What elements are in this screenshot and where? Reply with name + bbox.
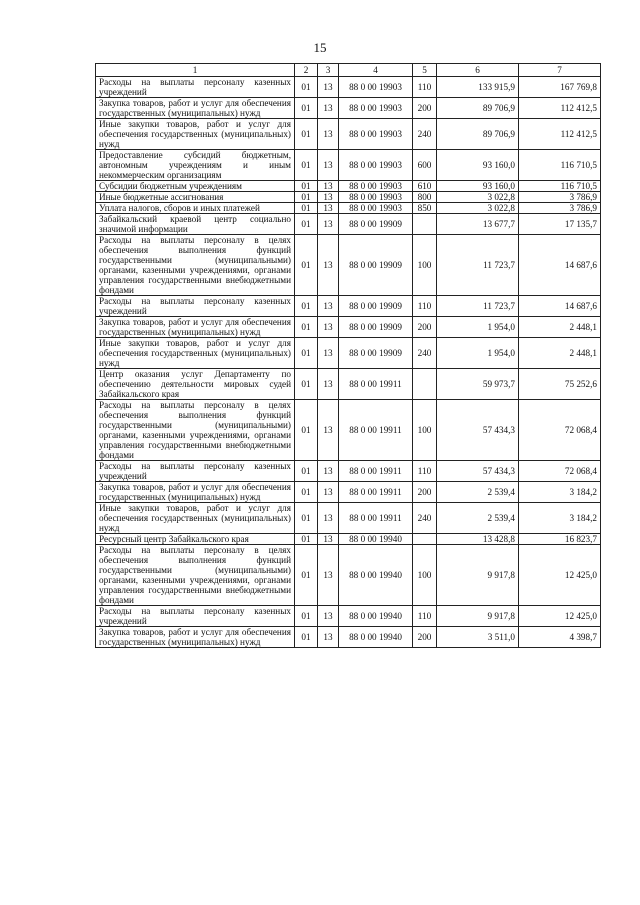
item-name: Расходы на выплаты персоналу в целях обеспечения выполнения функций государственными (муниципальными) органами, казенными учреждениями, органами управления государственными внебюджетными фондами <box>96 235 295 296</box>
target-article-code: 88 0 00 19911 <box>339 400 413 461</box>
amount-col7: 112 412,5 <box>519 98 601 119</box>
target-article-code: 88 0 00 19911 <box>339 482 413 503</box>
table-row <box>96 400 601 461</box>
amount-col6: 89 706,9 <box>437 98 519 119</box>
amount-col7: 16 823,7 <box>519 534 601 545</box>
amount-col6: 9 917,8 <box>437 545 519 606</box>
subsection-code: 13 <box>318 534 339 545</box>
amount-col7: 75 252,6 <box>519 369 601 400</box>
subsection-code: 13 <box>318 98 339 119</box>
item-name: Закупка товаров, работ и услуг для обеспечения государственных (муниципальных) нужд <box>96 482 295 503</box>
section-code: 01 <box>295 203 318 214</box>
table-row <box>96 181 601 192</box>
target-article-code: 88 0 00 19911 <box>339 461 413 482</box>
table-row <box>96 369 601 400</box>
subsection-code: 13 <box>318 461 339 482</box>
page-number: 15 <box>313 40 327 55</box>
expense-type-code: 850 <box>413 203 437 214</box>
target-article-code: 88 0 00 19903 <box>339 192 413 203</box>
expense-type-code: 800 <box>413 192 437 203</box>
table-row <box>96 119 601 150</box>
target-article-code: 88 0 00 19909 <box>339 235 413 296</box>
amount-col6: 13 428,8 <box>437 534 519 545</box>
amount-col6: 11 723,7 <box>437 296 519 317</box>
expense-type-code: 110 <box>413 296 437 317</box>
item-name: Иные закупки товаров, работ и услуг для обеспечения государственных (муниципальных) нужд <box>96 119 295 150</box>
amount-col7: 4 398,7 <box>519 627 601 648</box>
subsection-code: 13 <box>318 503 339 534</box>
amount-col6: 3 022,8 <box>437 192 519 203</box>
item-name: Закупка товаров, работ и услуг для обеспечения государственных (муниципальных) нужд <box>96 627 295 648</box>
item-name: Расходы на выплаты персоналу в целях обеспечения выполнения функций государственными (муниципальными) органами, казенными учреждениями, органами управления государственными внебюджетными фондами <box>96 545 295 606</box>
target-article-code: 88 0 00 19940 <box>339 534 413 545</box>
header-cell: 1 <box>96 64 295 77</box>
subsection-code: 13 <box>318 400 339 461</box>
section-code: 01 <box>295 534 318 545</box>
amount-col6: 93 160,0 <box>437 150 519 181</box>
subsection-code: 13 <box>318 214 339 235</box>
subsection-code: 13 <box>318 338 339 369</box>
table-row <box>96 461 601 482</box>
subsection-code: 13 <box>318 203 339 214</box>
amount-col7: 12 425,0 <box>519 606 601 627</box>
item-name: Расходы на выплаты персоналу казенных учреждений <box>96 296 295 317</box>
section-code: 01 <box>295 296 318 317</box>
amount-col7: 3 184,2 <box>519 482 601 503</box>
subsection-code: 13 <box>318 235 339 296</box>
target-article-code: 88 0 00 19909 <box>339 296 413 317</box>
section-code: 01 <box>295 214 318 235</box>
expense-type-code <box>413 369 437 400</box>
amount-col6: 57 434,3 <box>437 400 519 461</box>
section-code: 01 <box>295 192 318 203</box>
item-name: Уплата налогов, сборов и иных платежей <box>96 203 295 214</box>
table-row <box>96 235 601 296</box>
section-code: 01 <box>295 338 318 369</box>
table-row <box>96 296 601 317</box>
item-name: Иные бюджетные ассигнования <box>96 192 295 203</box>
table-row <box>96 503 601 534</box>
amount-col6: 3 022,8 <box>437 203 519 214</box>
item-name: Забайкальский краевой центр социально значимой информации <box>96 214 295 235</box>
amount-col7: 167 769,8 <box>519 77 601 98</box>
item-name: Закупка товаров, работ и услуг для обеспечения государственных (муниципальных) нужд <box>96 98 295 119</box>
table-row <box>96 77 601 98</box>
target-article-code: 88 0 00 19903 <box>339 203 413 214</box>
expense-type-code <box>413 214 437 235</box>
table-row <box>96 482 601 503</box>
subsection-code: 13 <box>318 627 339 648</box>
table-row <box>96 214 601 235</box>
item-name: Расходы на выплаты персоналу казенных учреждений <box>96 77 295 98</box>
section-code: 01 <box>295 627 318 648</box>
table-row <box>96 545 601 606</box>
amount-col6: 57 434,3 <box>437 461 519 482</box>
item-name: Расходы на выплаты персоналу казенных учреждений <box>96 461 295 482</box>
item-name: Субсидии бюджетным учреждениям <box>96 181 295 192</box>
amount-col7: 2 448,1 <box>519 338 601 369</box>
amount-col7: 3 786,9 <box>519 203 601 214</box>
section-code: 01 <box>295 503 318 534</box>
amount-col7: 116 710,5 <box>519 150 601 181</box>
amount-col7: 2 448,1 <box>519 317 601 338</box>
subsection-code: 13 <box>318 192 339 203</box>
expense-type-code: 100 <box>413 400 437 461</box>
subsection-code: 13 <box>318 545 339 606</box>
subsection-code: 13 <box>318 482 339 503</box>
header-cell: 6 <box>437 64 519 77</box>
expense-type-code: 200 <box>413 98 437 119</box>
section-code: 01 <box>295 482 318 503</box>
subsection-code: 13 <box>318 369 339 400</box>
table-row <box>96 338 601 369</box>
section-code: 01 <box>295 98 318 119</box>
item-name: Предоставление субсидий бюджетным, автономным учреждениям и иным некоммерческим организациям <box>96 150 295 181</box>
header-cell: 2 <box>295 64 318 77</box>
amount-col7: 14 687,6 <box>519 235 601 296</box>
target-article-code: 88 0 00 19909 <box>339 317 413 338</box>
section-code: 01 <box>295 150 318 181</box>
amount-col6: 11 723,7 <box>437 235 519 296</box>
item-name: Расходы на выплаты персоналу казенных учреждений <box>96 606 295 627</box>
header-row <box>96 64 601 77</box>
header-cell: 4 <box>339 64 413 77</box>
target-article-code: 88 0 00 19903 <box>339 150 413 181</box>
section-code: 01 <box>295 369 318 400</box>
target-article-code: 88 0 00 19940 <box>339 606 413 627</box>
amount-col7: 72 068,4 <box>519 461 601 482</box>
amount-col6: 9 917,8 <box>437 606 519 627</box>
subsection-code: 13 <box>318 181 339 192</box>
expense-type-code: 240 <box>413 119 437 150</box>
amount-col6: 1 954,0 <box>437 338 519 369</box>
item-name: Ресурсный центр Забайкальского края <box>96 534 295 545</box>
amount-col7: 17 135,7 <box>519 214 601 235</box>
amount-col7: 3 184,2 <box>519 503 601 534</box>
table-row <box>96 317 601 338</box>
item-name: Центр оказания услуг Департаменту по обеспечению деятельности мировых судей Забайкальского края <box>96 369 295 400</box>
section-code: 01 <box>295 400 318 461</box>
subsection-code: 13 <box>318 317 339 338</box>
target-article-code: 88 0 00 19940 <box>339 545 413 606</box>
target-article-code: 88 0 00 19903 <box>339 181 413 192</box>
expense-type-code: 610 <box>413 181 437 192</box>
subsection-code: 13 <box>318 606 339 627</box>
item-name: Закупка товаров, работ и услуг для обеспечения государственных (муниципальных) нужд <box>96 317 295 338</box>
amount-col7: 14 687,6 <box>519 296 601 317</box>
header-cell: 3 <box>318 64 339 77</box>
amount-col6: 2 539,4 <box>437 503 519 534</box>
table-row <box>96 192 601 203</box>
expense-type-code: 100 <box>413 235 437 296</box>
section-code: 01 <box>295 461 318 482</box>
target-article-code: 88 0 00 19909 <box>339 338 413 369</box>
expense-type-code: 240 <box>413 503 437 534</box>
table-row <box>96 98 601 119</box>
amount-col7: 72 068,4 <box>519 400 601 461</box>
subsection-code: 13 <box>318 296 339 317</box>
target-article-code: 88 0 00 19911 <box>339 503 413 534</box>
header-cell: 7 <box>519 64 601 77</box>
expense-type-code: 200 <box>413 482 437 503</box>
section-code: 01 <box>295 119 318 150</box>
amount-col6: 13 677,7 <box>437 214 519 235</box>
expense-type-code: 200 <box>413 317 437 338</box>
table-row <box>96 534 601 545</box>
amount-col6: 59 973,7 <box>437 369 519 400</box>
target-article-code: 88 0 00 19909 <box>339 214 413 235</box>
section-code: 01 <box>295 235 318 296</box>
header-cell: 5 <box>413 64 437 77</box>
expense-type-code: 110 <box>413 77 437 98</box>
amount-col7: 112 412,5 <box>519 119 601 150</box>
table-row <box>96 150 601 181</box>
section-code: 01 <box>295 181 318 192</box>
target-article-code: 88 0 00 19903 <box>339 98 413 119</box>
target-article-code: 88 0 00 19940 <box>339 627 413 648</box>
item-name: Иные закупки товаров, работ и услуг для обеспечения государственных (муниципальных) нужд <box>96 338 295 369</box>
target-article-code: 88 0 00 19911 <box>339 369 413 400</box>
amount-col6: 2 539,4 <box>437 482 519 503</box>
section-code: 01 <box>295 77 318 98</box>
expense-type-code: 240 <box>413 338 437 369</box>
subsection-code: 13 <box>318 77 339 98</box>
table-row <box>96 627 601 648</box>
amount-col7: 12 425,0 <box>519 545 601 606</box>
section-code: 01 <box>295 317 318 338</box>
section-code: 01 <box>295 606 318 627</box>
amount-col6: 133 915,9 <box>437 77 519 98</box>
expense-type-code: 110 <box>413 606 437 627</box>
amount-col6: 1 954,0 <box>437 317 519 338</box>
expense-type-code: 100 <box>413 545 437 606</box>
subsection-code: 13 <box>318 119 339 150</box>
section-code: 01 <box>295 545 318 606</box>
expense-type-code: 110 <box>413 461 437 482</box>
amount-col6: 93 160,0 <box>437 181 519 192</box>
budget-table <box>95 63 601 648</box>
expense-type-code: 200 <box>413 627 437 648</box>
amount-col6: 3 511,0 <box>437 627 519 648</box>
subsection-code: 13 <box>318 150 339 181</box>
item-name: Иные закупки товаров, работ и услуг для обеспечения государственных (муниципальных) нужд <box>96 503 295 534</box>
expense-type-code: 600 <box>413 150 437 181</box>
amount-col7: 116 710,5 <box>519 181 601 192</box>
amount-col6: 89 706,9 <box>437 119 519 150</box>
item-name: Расходы на выплаты персоналу в целях обеспечения выполнения функций государственными (муниципальными) органами, казенными учреждениями, органами управления государственными внебюджетными фондами <box>96 400 295 461</box>
target-article-code: 88 0 00 19903 <box>339 77 413 98</box>
target-article-code: 88 0 00 19903 <box>339 119 413 150</box>
amount-col7: 3 786,9 <box>519 192 601 203</box>
expense-type-code <box>413 534 437 545</box>
table-row <box>96 203 601 214</box>
table-row <box>96 606 601 627</box>
